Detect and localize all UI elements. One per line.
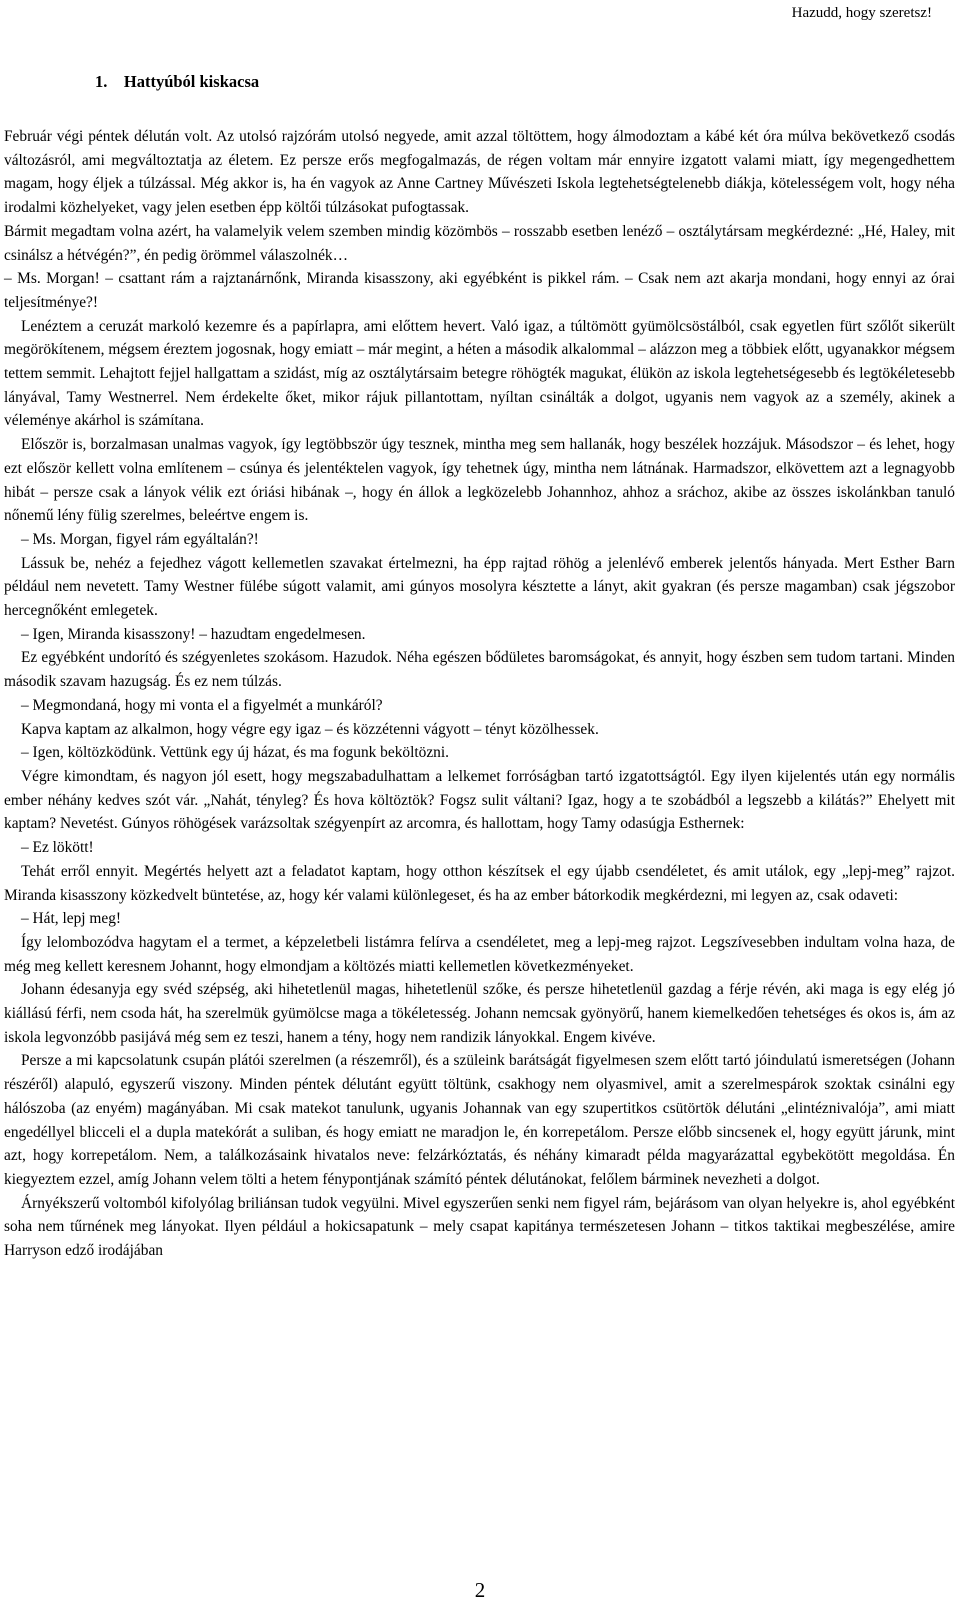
body-paragraph: – Igen, Miranda kisasszony! – hazudtam engedelmesen. (21, 625, 366, 643)
body-paragraph: Árnyékszerű voltomból kifolyólag briliánsan tudok vegyülni. Mivel egyszerűen senki nem figyel rám, bejárásom van olyan helyekre is, ahol egyébként soha nem tűrnének meg lányokat. Ilyen például a hokicsapatunk – mely csapat kapitánya természetesen Johann – titkos taktikai megbeszélése, amire Harryson edző irodájában (4, 1194, 955, 1260)
body-paragraph: – Hát, lepj meg! (21, 910, 122, 928)
body-paragraph: – Megmondaná, hogy mi vonta el a figyelmét a munkáról? (21, 696, 383, 714)
running-header: Hazudd, hogy szeretsz! (791, 5, 932, 21)
body-paragraph: Először is, borzalmasan unalmas vagyok, így legtöbbször úgy tesznek, mintha meg sem hallanák, hogy beszélek hozzájuk. Másodszor – és lehet, hogy ezt először kellett volna említenem – csúnya és jelentéktelen vagyok, így tehetnek úgy, mintha nem látnának. Harmadszor, elkövettem azt a legnagyobb hibát – persze csak a lányok vélik ezt óriási hibának –, hogy én állok a legközelebb Johannhoz, ahhoz a sráchoz, akibe az összes iskolánkban tanuló nőnemű lény fülig szerelmes, beleértve engem is. (4, 436, 955, 525)
body-text (4, 125, 955, 1263)
body-paragraph: Kapva kaptam az alkalmon, hogy végre egy igaz – és közzétenni vágyott – tényt közölhessek. (21, 720, 599, 738)
body-paragraph: Február végi péntek délután volt. Az utolsó rajzórám utolsó negyede, amit azzal töltöttem, hogy álmodoztam a kábé két óra múlva bekövetkező csodás változásról, ami megváltoztatja az életem. Ez persze erős megfogalmazás, de régen voltam már ennyire izgatott valami miatt, így megengedhettem magam, hogy éljek a túlzással. Még akkor is, ha én vagyok az Anne Cartney Művészeti Iskola legtehetségtelenebb diákja, kötelességem volt, hogy néha irodalmi közhelyeket, vagy jelen esetben épp költői túlzásokat pufogtassak. (4, 128, 955, 217)
body-paragraph: – Ms. Morgan, figyel rám egyáltalán?! (21, 530, 259, 548)
body-paragraph: Így lelombozódva hagytam el a termet, a képzeletbeli listámra felírva a csendéletet, meg a lepj-meg rajzot. Legszívesebben indultam volna haza, de még meg kellett keresnem Johannt, hogy elmondjam a költözés miatti kellemetlen következményeket. (4, 933, 955, 975)
body-paragraph: Johann édesanyja egy svéd szépség, aki hihetetlenül magas, hihetetlenül szőke, és persze hihetetlenül gazdag a férje révén, aki maga is egy elég jó kiállású férfi, nem csoda hát, ha szerelmük gyümölcse maga a tökéletesség. Johann nemcsak gyönyörű, hanem kiemelkedően tehetséges és okos is, ám az iskola legvonzóbb pasijává még sem ez teszi, hanem a tény, hogy nem randizik lányokkal. Engem kivéve. (4, 981, 955, 1046)
body-paragraph: – Ms. Morgan! – csattant rám a rajztanárnőnk, Miranda kisasszony, aki egyébként is pikkel rám. – Csak nem azt akarja mondani, hogy ennyi az órai teljesítménye?! (4, 270, 955, 311)
body-paragraph: Lenéztem a ceruzát markoló kezemre és a papírlapra, ami előttem hevert. Való igaz, a túltömött gyümölcsöstálból, csak egyetlen fürt szőlőt sikerült megörökítenem, mégsem éreztem jogosnak, hogy emiatt – már megint, a héten a második alkalommal – alázzon meg a többiek előtt, ugyanakkor mégsem tettem semmit. Lehajtott fejjel hallgattam a szidást, míg az osztálytársaim betegre röhögték magukat, élükön az iskola legtehetségesebb és legtökéletesebb lányával, Tamy Westnerrel. Nem érdekelte őket, mikor rájuk pillantottam, nyíltan csinálták a dolgot, ugyanis nem vagyok az a személy, akinek a véleménye akárhol is számítana. (4, 317, 955, 430)
body-paragraph: Persze a mi kapcsolatunk csupán plátói szerelmen (a részemről), és a szüleink barátságát figyelmesen szem előtt tartó jóindulatú ismeretségen (Johann részéről) alapuló, egyszerű viszony. Minden péntek délutánt együtt töltünk, csakhogy nem olyasmivel, amit a szerelmespárok szoktak csinálni egy hálószoba (az enyém) magányában. Mi csak matekot tanulunk, ugyanis Johannak van egy szupertitkos csütörtök délutáni „elintéznivalója”, ami miatt engedéllyel blicceli el a dupla matekórát a suliban, és hogy emiatt ne maradjon le, én korrepetálom. Persze előbb sincsenek el, hogy együtt járunk, mint azt, hogy korrepetálom. Nem, a találkozásaink hivatalos neve: felzárkóztatás, és néhány kimaradt példa magyarázattal egybekötött megoldása. Én kiegyeztem ezzel, amíg Johann velem tölti a hetem fénypontjának számító péntek délutánokat, felőlem bárminek nevezheti a dolgot. (4, 1052, 955, 1188)
body-paragraph: Bármit megadtam volna azért, ha valamelyik velem szemben mindig közömbös – rosszabb esetben lenéző – osztálytársam megkérdezné: „Hé, Haley, mit csinálsz a hétvégén?”, én pedig örömmel válaszolnék… (4, 222, 955, 264)
chapter-heading (95, 72, 259, 92)
body-paragraph: Tehát erről ennyit. Megértés helyett azt a feladatot kaptam, hogy otthon készítsek el egy újabb csendéletet, és amit utálok, egy „lepj-meg” rajzot. Miranda kisasszony közkedvelt büntetése, az, hogy kér valami különlegeset, és ha az ember bátorkodik megkérdezni, mi legyen az, csak odaveti: (4, 862, 955, 904)
page-number: 2 (474, 1578, 486, 1602)
body-paragraph: – Igen, költözködünk. Vettünk egy új házat, és ma fogunk beköltözni. (21, 744, 449, 762)
chapter-number: 1. (95, 72, 108, 91)
chapter-title: Hattyúból kiskacsa (123, 72, 260, 91)
body-paragraph: Lássuk be, nehéz a fejedhez vágott kellemetlen szavakat értelmezni, ha épp rajtad röhög a jelenlévő emberek jelentős hányada. Mert Esther Barn például nem nevetett. Tamy Westner fülébe súgott valamit, ami gúnyos mosolyra késztette a lányt, akit gyakran (és persze magamban) csak jégszobor hercegnőként emlegetek. (4, 554, 955, 620)
body-paragraph: Ez egyébként undorító és szégyenletes szokásom. Hazudok. Néha egészen bődületes baromságokat, és annyit, hogy észben sem tudom tartani. Minden második szavam hazugság. És ez nem túlzás. (4, 649, 955, 691)
body-paragraph: – Ez lökött! (21, 839, 94, 857)
body-paragraph: Végre kimondtam, és nagyon jól esett, hogy megszabadulhattam a lelkemet forróságban tartó izgatottságtól. Egy ilyen kijelentés után egy normális ember néhány kedves szót vár. „Nahát, tényleg? És hova költöztök? Fogsz sulit váltani? Igaz, hogy a te szobádból a legszebb a kilátás?” Ehelyett mit kaptam? Nevetést. Gúnyos röhögések varázsoltak szégyenpírt az arcomra, és hallottam, hogy Tamy odasúgja Esthernek: (4, 767, 955, 833)
